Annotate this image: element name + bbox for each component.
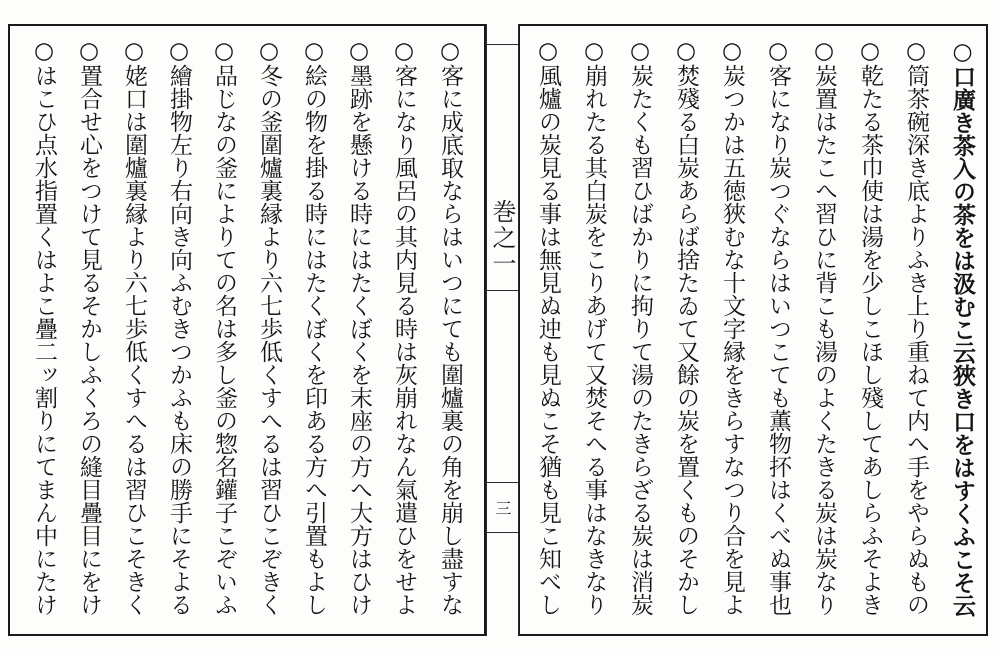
volume-label: 巻之一 — [488, 199, 516, 277]
right-page-entry-6: ○炭つかは五徳狹むな十文字縁をきらすなつり合を見よ — [719, 38, 745, 616]
left-page-entry-10: ○はこひ点水指置くはよこ疊二ッ割りにてまん中にたけ — [31, 38, 57, 616]
left-page-entry-4: ○絵の物を掛る時にはたくぼくを印ある方へ引置もよし — [301, 38, 327, 616]
right-page-entry-10: ○風爐の炭見る事は無見ぬ迚も見ぬこそ猶も見こ知べし — [535, 38, 561, 616]
left-page-entry-7: ○繪掛物左り右向き向ふむきつかふも床の勝手にそよる — [166, 38, 192, 616]
left-page-entry-8: ○姥口は圍爐裏縁より六七歩低くすへるは習ひこそきく — [121, 38, 147, 616]
left-page-entry-6: ○品じなの釜によりての名は多し釜の惣名鑵子こぞいふ — [211, 38, 237, 616]
left-page-entry-5: ○冬の釜圍爐裏縁より六七歩低くすへるは習ひこぞきく — [256, 38, 282, 616]
right-page-entry-4: ○炭置はたこへ習ひに背こも湯のよくたきる炭は炭なり — [811, 38, 837, 616]
gutter-tick — [486, 290, 518, 291]
gutter-tick — [486, 532, 518, 533]
right-page-entry-5: ○客になり炭つぐならはいつこても薫物抔はくべぬ事也 — [765, 38, 791, 616]
left-page-entry-1: ○客に成底取ならはいつにても圍爐裏の角を崩し盡すな — [437, 38, 463, 616]
left-page-entry-9: ○置合せ心をつけて見るそかしふくろの縫目疊目にをけ — [76, 38, 102, 616]
right-page-entry-1: ○口廣き茶入の茶をは汲むこ云狹き口をはすくふこそ云 — [949, 38, 976, 617]
left-page-entry-2: ○客になり風呂の其内見る時は灰崩れなん氣遣ひをせよ — [391, 38, 417, 616]
gutter-rule-right — [518, 24, 519, 636]
right-page-entry-8: ○炭たくも習ひばかりに拘りて湯のたきらざる炭は消炭 — [627, 38, 653, 616]
left-page-entry-3: ○墨跡を懸ける時にはたくぼくを末座の方へ大方はひけ — [346, 38, 372, 616]
right-page-entry-3: ○乾たる茶巾使は湯を少しこほし殘してあしらふそよき — [857, 38, 883, 616]
gutter-tick — [486, 44, 518, 45]
gutter-rule-left — [486, 24, 487, 636]
right-page-entry-9: ○崩れたる其白炭をこりあげて又焚そへる事はなきなり — [581, 38, 607, 616]
right-page-entry-2: ○筒茶碗深き底よりふき上り重ねて内へ手をやらぬもの — [903, 38, 929, 616]
right-page-entry-7: ○焚殘る白炭あらば捨たゐて又餘の炭を置くものそかし — [673, 38, 699, 616]
gutter-tick — [486, 482, 518, 483]
folio-number: 三 — [493, 500, 512, 516]
